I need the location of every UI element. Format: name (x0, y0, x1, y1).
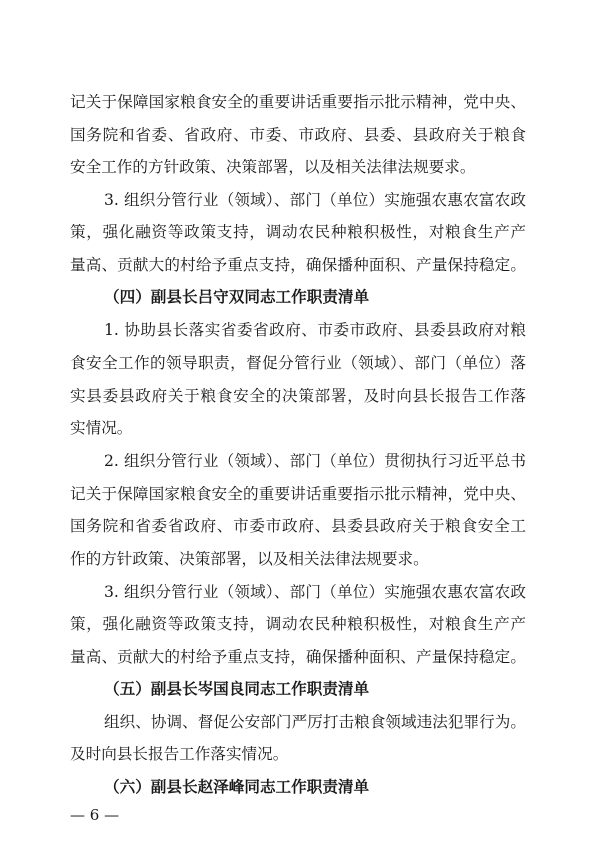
body-text-line: 实情况。 (70, 419, 133, 437)
body-text-line: 及时向县长报告工作落实情况。 (70, 745, 289, 763)
section-heading: （四）副县长吕守双同志工作职责清单 (104, 288, 370, 306)
section-heading: （五）副县长岑国良同志工作职责清单 (104, 680, 370, 698)
page-number: — 6 — (70, 806, 120, 824)
body-text-line: 量高、贡献大的村给予重点支持，确保播种面积、产量保持稳定。 (70, 256, 526, 274)
body-text-line: 策，强化融资等政策支持，调动农民种粮积极性，对粮食生产产 (70, 615, 526, 633)
body-text-line: 1. 协助县长落实省委省政府、市委市政府、县委县政府对粮 (104, 321, 526, 339)
body-text-line: 安全工作的方针政策、决策部署，以及相关法律法规要求。 (70, 158, 476, 176)
body-text-line: 国务院和省委、省政府、市委、市政府、县委、县政府关于粮食 (70, 126, 526, 144)
section-heading: （六）副县长赵泽峰同志工作职责清单 (104, 778, 370, 796)
body-text-line: 2. 组织分管行业（领域）、部门（单位）贯彻执行习近平总书 (104, 452, 526, 470)
body-text-line: 食安全工作的领导职责，督促分管行业（领域）、部门（单位）落 (70, 354, 526, 372)
body-text-line: 实县委县政府关于粮食安全的决策部署，及时向县长报告工作落 (70, 387, 526, 405)
body-text-line: 量高、贡献大的村给予重点支持，确保播种面积、产量保持稳定。 (70, 648, 526, 666)
body-text-line: 组织、协调、督促公安部门严厉打击粮食领域违法犯罪行为。 (104, 713, 526, 731)
body-text-line: 国务院和省委省政府、市委市政府、县委县政府关于粮食安全工 (70, 517, 526, 535)
body-text-line: 3. 组织分管行业（领域）、部门（单位）实施强农惠农富农政 (104, 191, 526, 209)
body-text-line: 策，强化融资等政策支持，调动农民种粮积极性，对粮食生产产 (70, 223, 526, 241)
body-text-line: 作的方针政策、决策部署，以及相关法律法规要求。 (70, 550, 429, 568)
body-text-line: 3. 组织分管行业（领域）、部门（单位）实施强农惠农富农政 (104, 583, 526, 601)
body-text-line: 记关于保障国家粮食安全的重要讲话重要指示批示精神，党中央、 (70, 93, 526, 111)
body-text-line: 记关于保障国家粮食安全的重要讲话重要指示批示精神，党中央、 (70, 485, 526, 503)
